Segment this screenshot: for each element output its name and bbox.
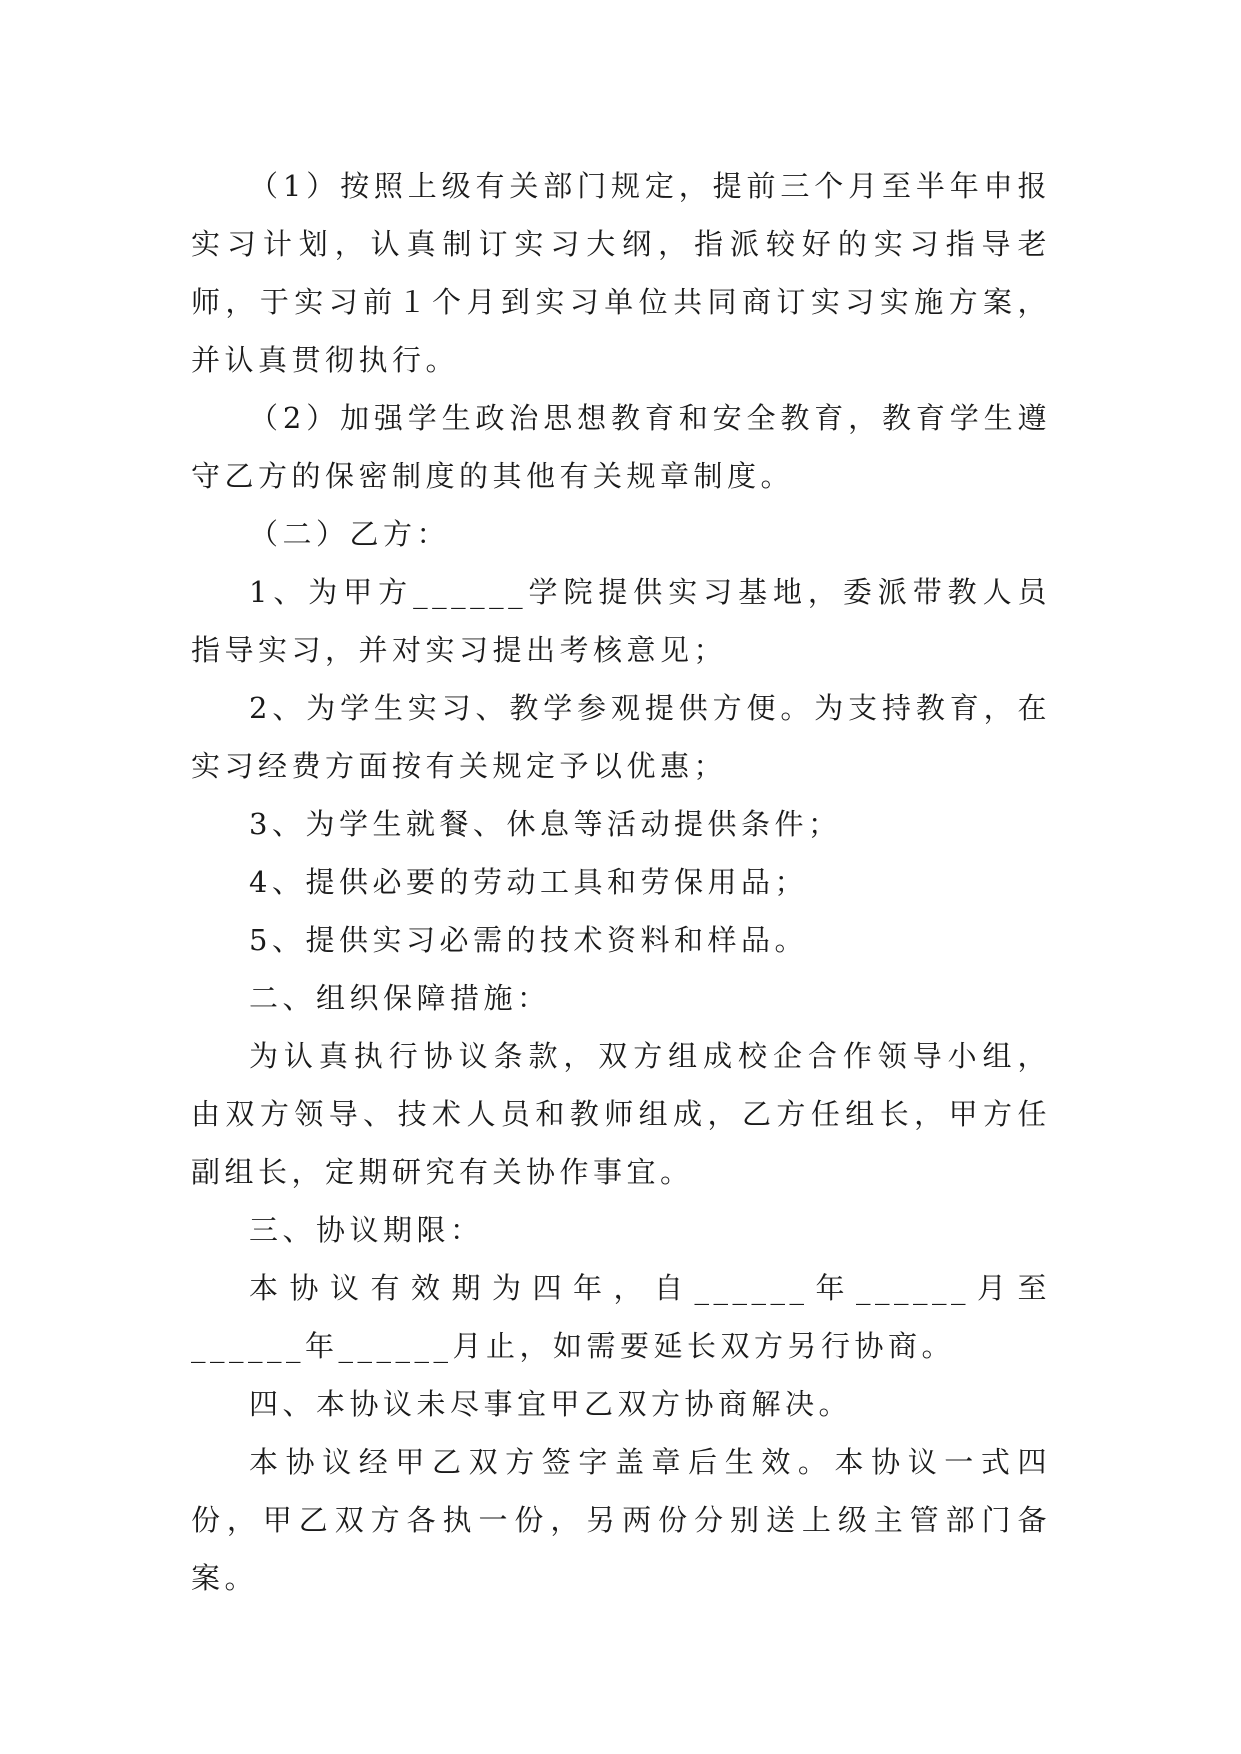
heading-party-b: （二）乙方： (249, 517, 451, 551)
paragraph-party-b-item-4: 4、提供必要的劳动工具和劳保用品； (249, 865, 808, 899)
paragraph-party-a-item-2: （2）加强学生政治思想教育和安全教育，教育学生遵守乙方的保密制度的其他有关规章制度。 (191, 401, 1051, 493)
paragraph-party-b-item-2: 2、为学生实习、教学参观提供方便。为支持教育，在实习经费方面按有关规定予以优惠； (191, 691, 1051, 783)
document-body (191, 157, 1051, 1607)
paragraph-organization-measures: 为认真执行协议条款，双方组成校企合作领导小组，由双方领导、技术人员和教师组成，乙方任组长，甲方任副组长，定期研究有关协作事宜。 (191, 1039, 1051, 1189)
heading-organization-measures: 二、组织保障措施： (249, 981, 551, 1015)
paragraph-agreement-term: 本协议有效期为四年，自______年______月至______年______月止，如需要延长双方另行协商。 (191, 1271, 1051, 1363)
heading-agreement-term: 三、协议期限： (249, 1213, 484, 1247)
paragraph-party-a-item-1: （1）按照上级有关部门规定，提前三个月至半年申报实习计划，认真制订实习大纲，指派较好的实习指导老师，于实习前１个月到实习单位共同商订实习实施方案，并认真贯彻执行。 (191, 169, 1051, 377)
paragraph-other-matters: 四、本协议未尽事宜甲乙双方协商解决。 (249, 1387, 853, 1421)
paragraph-party-b-item-3: 3、为学生就餐、休息等活动提供条件； (249, 807, 842, 841)
paragraph-effectiveness: 本协议经甲乙双方签字盖章后生效。本协议一式四份，甲乙双方各执一份，另两份分别送上级主管部门备案。 (191, 1445, 1051, 1595)
paragraph-party-b-item-5: 5、提供实习必需的技术资料和样品。 (249, 923, 808, 957)
paragraph-party-b-item-1: 1、为甲方______学院提供实习基地，委派带教人员指导实习，并对实习提出考核意见； (191, 575, 1051, 667)
